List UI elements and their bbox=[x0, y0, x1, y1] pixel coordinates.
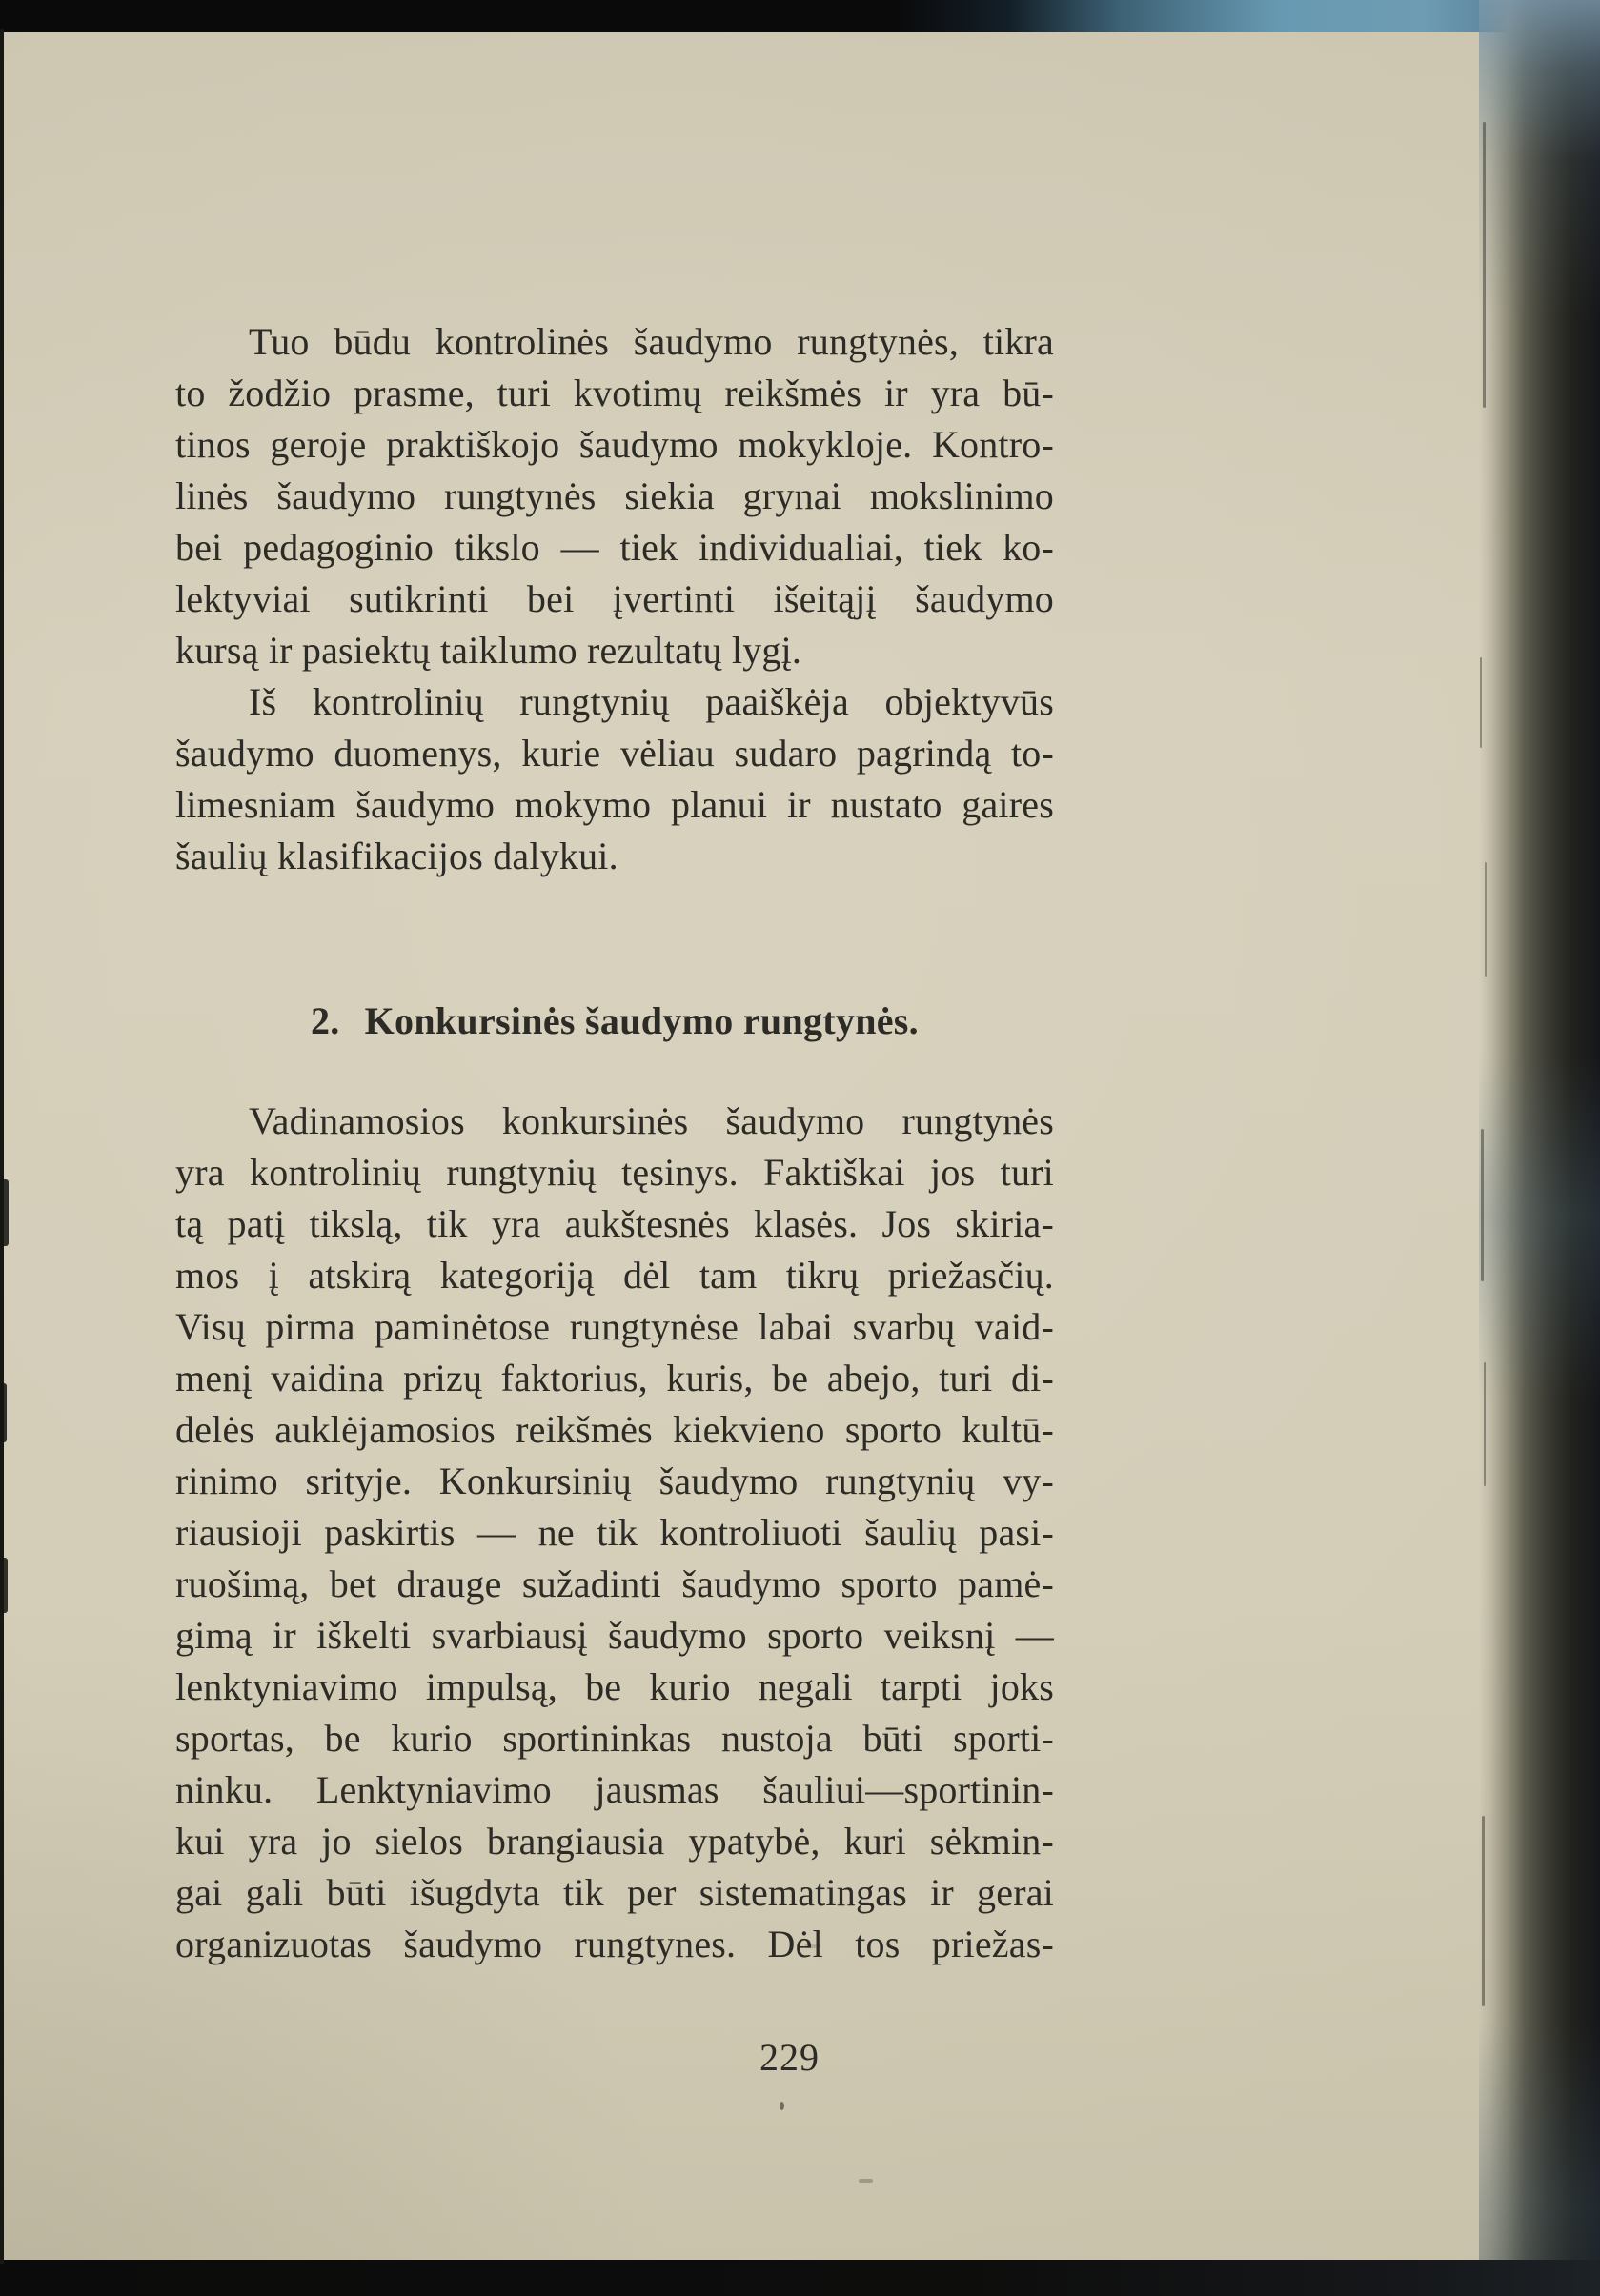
text-line: gimą ir iškelti svarbiausį šaudymo sporto veiksnį — bbox=[175, 1614, 1054, 1657]
paragraph-3 bbox=[175, 1096, 1054, 1970]
section-title: Konkursinės šaudymo rungtynės. bbox=[364, 999, 919, 1042]
text-line: yra kontrolinių rungtynių tęsinys. Faktiškai jos turi bbox=[175, 1151, 1054, 1194]
binding-mark bbox=[0, 1558, 8, 1613]
text-line: ninku. Lenktyniavimo jausmas šauliui—sportinin- bbox=[175, 1768, 1054, 1811]
text-line: mos į atskirą kategoriją dėl tam tikrų priežasčių. bbox=[175, 1254, 1054, 1297]
scan-scratch bbox=[1483, 122, 1486, 408]
page-number: 229 bbox=[759, 2036, 820, 2079]
scan-scratch bbox=[1484, 1362, 1486, 1486]
ink-speck bbox=[859, 2179, 873, 2183]
section-number: 2. bbox=[311, 999, 340, 1042]
text-line: linės šaudymo rungtynės siekia grynai mokslinimo bbox=[175, 474, 1054, 517]
text-line: tą patį tikslą, tik yra aukštesnės klasės. Jos skiria- bbox=[175, 1202, 1054, 1245]
binding-mark bbox=[0, 1383, 7, 1442]
text-line: lenktyniavimo impulsą, be kurio negali tarpti joks bbox=[175, 1665, 1054, 1708]
text-line: limesniam šaudymo mokymo planui ir nustato gaires bbox=[175, 783, 1054, 826]
text-line: organizuotas šaudymo rungtynes. Dėl tos priežas- bbox=[175, 1923, 1054, 1965]
text-line: ruošimą, bet drauge sužadinti šaudymo sporto pamė- bbox=[175, 1562, 1054, 1605]
text-line: šaudymo duomenys, kurie vėliau sudaro pagrindą to- bbox=[175, 732, 1054, 775]
scan-edge-bottom bbox=[0, 2260, 1600, 2296]
text-line: šaulių klasifikacijos dalykui. bbox=[175, 835, 618, 877]
text-line: kui yra jo sielos brangiausia ypatybė, kuri sėkmin- bbox=[175, 1820, 1054, 1863]
paragraph-1 bbox=[175, 316, 1054, 676]
scan-scratch bbox=[1482, 1816, 1485, 2006]
scan-edge-right bbox=[1479, 0, 1600, 2296]
ink-speck bbox=[780, 2102, 784, 2110]
text-line: lektyviai sutikrinti bei įvertinti išeitąjį šaudymo bbox=[175, 577, 1054, 620]
text-line: riausioji paskirtis — ne tik kontroliuoti šaulių pasi- bbox=[175, 1511, 1054, 1554]
text-line: gai gali būti išugdyta tik per sistematingas ir gerai bbox=[175, 1871, 1054, 1914]
text-line: Tuo būdu kontrolinės šaudymo rungtynės, tikra bbox=[249, 320, 1054, 363]
text-line: sportas, be kurio sportininkas nustoja būti sporti- bbox=[175, 1717, 1054, 1760]
section-heading bbox=[175, 996, 1054, 1047]
text-line: delės auklėjamosios reikšmės kiekvieno sporto kultū- bbox=[175, 1408, 1054, 1451]
text-column bbox=[175, 316, 1054, 1970]
scan-edge-top bbox=[0, 0, 1600, 32]
text-line: kursą ir pasiektų taiklumo rezultatų lygį. bbox=[175, 629, 802, 672]
scan-scratch bbox=[1485, 862, 1487, 977]
text-line: bei pedagoginio tikslo — tiek individualiai, tiek ko- bbox=[175, 526, 1054, 569]
binding-mark bbox=[0, 1179, 9, 1246]
text-line: tinos geroje praktiškojo šaudymo mokykloje. Kontro- bbox=[175, 423, 1054, 466]
text-line: Visų pirma paminėtose rungtynėse labai svarbų vaid- bbox=[175, 1305, 1054, 1348]
text-line: to žodžio prasme, turi kvotimų reikšmės ir yra bū- bbox=[175, 372, 1054, 414]
text-line: Vadinamosios konkursinės šaudymo rungtynės bbox=[249, 1099, 1054, 1142]
scan-edge-left bbox=[0, 29, 4, 2264]
scan-scratch bbox=[1481, 1129, 1484, 1281]
text-line: menį vaidina prizų faktorius, kuris, be abejo, turi di- bbox=[175, 1357, 1054, 1400]
text-line: Iš kontrolinių rungtynių paaiškėja objektyvūs bbox=[249, 680, 1054, 723]
text-line: rinimo srityje. Konkursinių šaudymo rungtynių vy- bbox=[175, 1460, 1054, 1502]
scan-scratch bbox=[1480, 657, 1482, 748]
paragraph-2 bbox=[175, 676, 1054, 882]
